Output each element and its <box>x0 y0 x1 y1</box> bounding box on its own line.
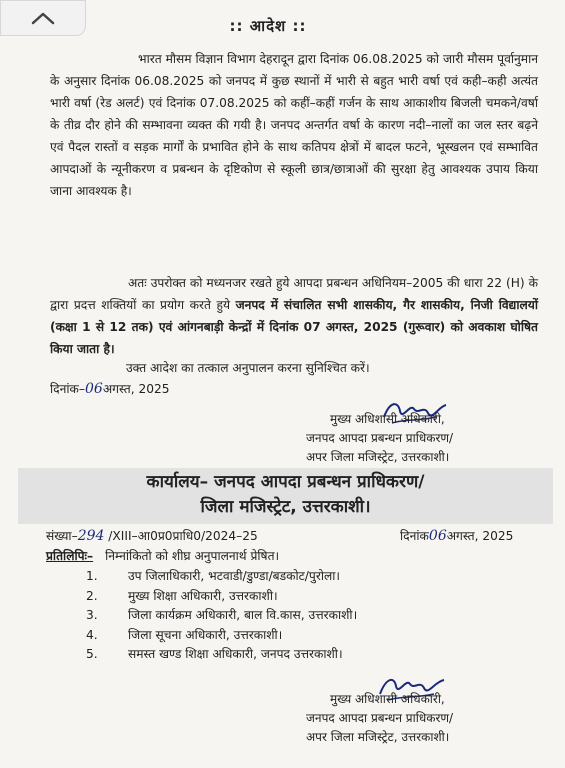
list-item-text: जिला कार्यक्रम अधिकारी, बाल वि.कास, उत्तरकाशी। <box>128 608 358 622</box>
reference-date <box>400 527 513 544</box>
list-item <box>86 626 357 646</box>
handwritten-number: 294 <box>77 528 105 544</box>
signature-block-2 <box>306 690 453 747</box>
signatory-designation: अपर जिला मजिस्ट्रेट, उत्तरकाशी। <box>306 450 450 464</box>
list-item-text: जिला सूचना अधिकारी, उत्तरकाशी। <box>128 627 283 642</box>
list-item-text: समस्त खण्ड शिक्षा अधिकारी, जनपद उत्तरकाशी। <box>128 647 343 661</box>
copy-header <box>46 547 279 564</box>
list-item-number: 1. <box>86 569 98 583</box>
copy-label: प्रतिलिपिः– <box>46 549 94 563</box>
reference-suffix: /XIII–आ0प्र0प्राधि0/2024–25 <box>108 529 258 543</box>
list-item-number: 5. <box>86 647 98 661</box>
copy-intro: निम्नांकितो को शीघ्र अनुपालनार्थ प्रेषित। <box>105 549 280 563</box>
list-item <box>86 587 357 607</box>
reference-date-prefix: दिनांक <box>400 529 429 543</box>
signatory-designation: अपर जिला मजिस्ट्रेट, उत्तरकाशी। <box>306 730 450 744</box>
signatory-authority: जनपद आपदा प्रबन्धन प्राधिकरण/ <box>306 711 454 725</box>
list-item-number: 3. <box>86 608 98 622</box>
list-item-text: उप जिलाधिकारी, भटवाडी/डुण्डा/बडकोट/पुरोला। <box>128 569 341 583</box>
order-date <box>50 380 169 397</box>
office-header <box>18 468 553 524</box>
signatory-authority: जनपद आपदा प्रबन्धन प्राधिकरण/ <box>306 431 454 445</box>
office-line-1: कार्यालय– जनपद आपदा प्रबन्धन प्राधिकरण/ <box>146 472 425 492</box>
order-paragraph-2-text: अतः उपरोक्त को मध्यनजर रखते हुये आपदा प्रबन्धन अधिनियम–2005 की धारा 22 (H) के द्वारा प्रदत्त शक्तियों का प्रयोग करते हुये <box>50 276 538 312</box>
reference-date-suffix: अगस्त, 2025 <box>446 529 514 543</box>
list-item <box>86 567 357 587</box>
copy-recipient-list <box>86 567 357 665</box>
office-line-2: जिला मजिस्ट्रेट, उत्तरकाशी। <box>200 497 371 517</box>
handwritten-reference-date: 06 <box>428 528 447 544</box>
list-item <box>86 645 357 665</box>
list-item-number: 4. <box>86 627 98 642</box>
list-item-number: 2. <box>86 588 98 603</box>
order-title: :: आदेश :: <box>229 17 307 35</box>
signatory-title: मुख्य अधिशासी अधिकारी, <box>330 412 445 426</box>
signature-block-1 <box>306 410 453 467</box>
list-item-text: मुख्य शिक्षा अधिकारी, उत्तरकाशी। <box>128 588 278 603</box>
order-paragraph-1: भारत मौसम विज्ञान विभाग देहरादून द्वारा दिनांक 06.08.2025 को जारी मौसम पूर्वानुमान के अनुसार दिनांक 06.08.2025 को जनपद में कुछ स्थानों में भारी से बहुत भारी वर्षा एवं कही–कही अत्यंत भारी वर्षा (रेड अलर्ट) एवं दिनांक 07.08.2025 को कहीं–कहीं गर्जन के साथ आकाशीय बिजली चमकने/वर्षा के तीव्र दौर होने की सम्भावना व्यक्त की गयी है। जनपद अन्तर्गत वर्षा के कारण नदी–नालों का जल स्तर बढ़ने एवं पैदल रास्तों व सड़क मार्गों के प्रभावित होने के साथ कतिपय क्षेत्रों में बादल फटने, भूस्खलन एवं सम्भावित आपदाओं के न्यूनीकरण व प्रबन्धन के दृष्टिकोण से स्कूली छात्र/छात्राओं की सुरक्षा हेतु आवश्यक उपाय किया जाना आवश्यक है। <box>50 52 538 198</box>
signatory-title: मुख्य अधिशासी अधिकारी, <box>330 692 445 706</box>
date-suffix: अगस्त, 2025 <box>102 382 170 396</box>
date-prefix: दिनांक– <box>50 382 86 396</box>
reference-prefix: संख्या– <box>46 529 78 543</box>
reference-number <box>46 527 258 544</box>
order-paragraph-2 <box>50 272 538 360</box>
compliance-line: उक्त आदेश का तत्काल अनुपालन करना सुनिश्चित करें। <box>126 361 370 375</box>
handwritten-date: 06 <box>85 381 103 397</box>
holiday-declaration: जनपद में संचालित सभी शासकीय, गैर शासकीय, निजी विद्यालयों (कक्षा 1 से 12 तक) एवं आंगनबाड़ी केन्द्रों में दिनांक 07 अगस्त, 2025 (गुरूवार) को अवकाश घोषित किया जाता है। <box>50 298 538 356</box>
order-document <box>8 0 560 768</box>
list-item <box>86 606 357 626</box>
